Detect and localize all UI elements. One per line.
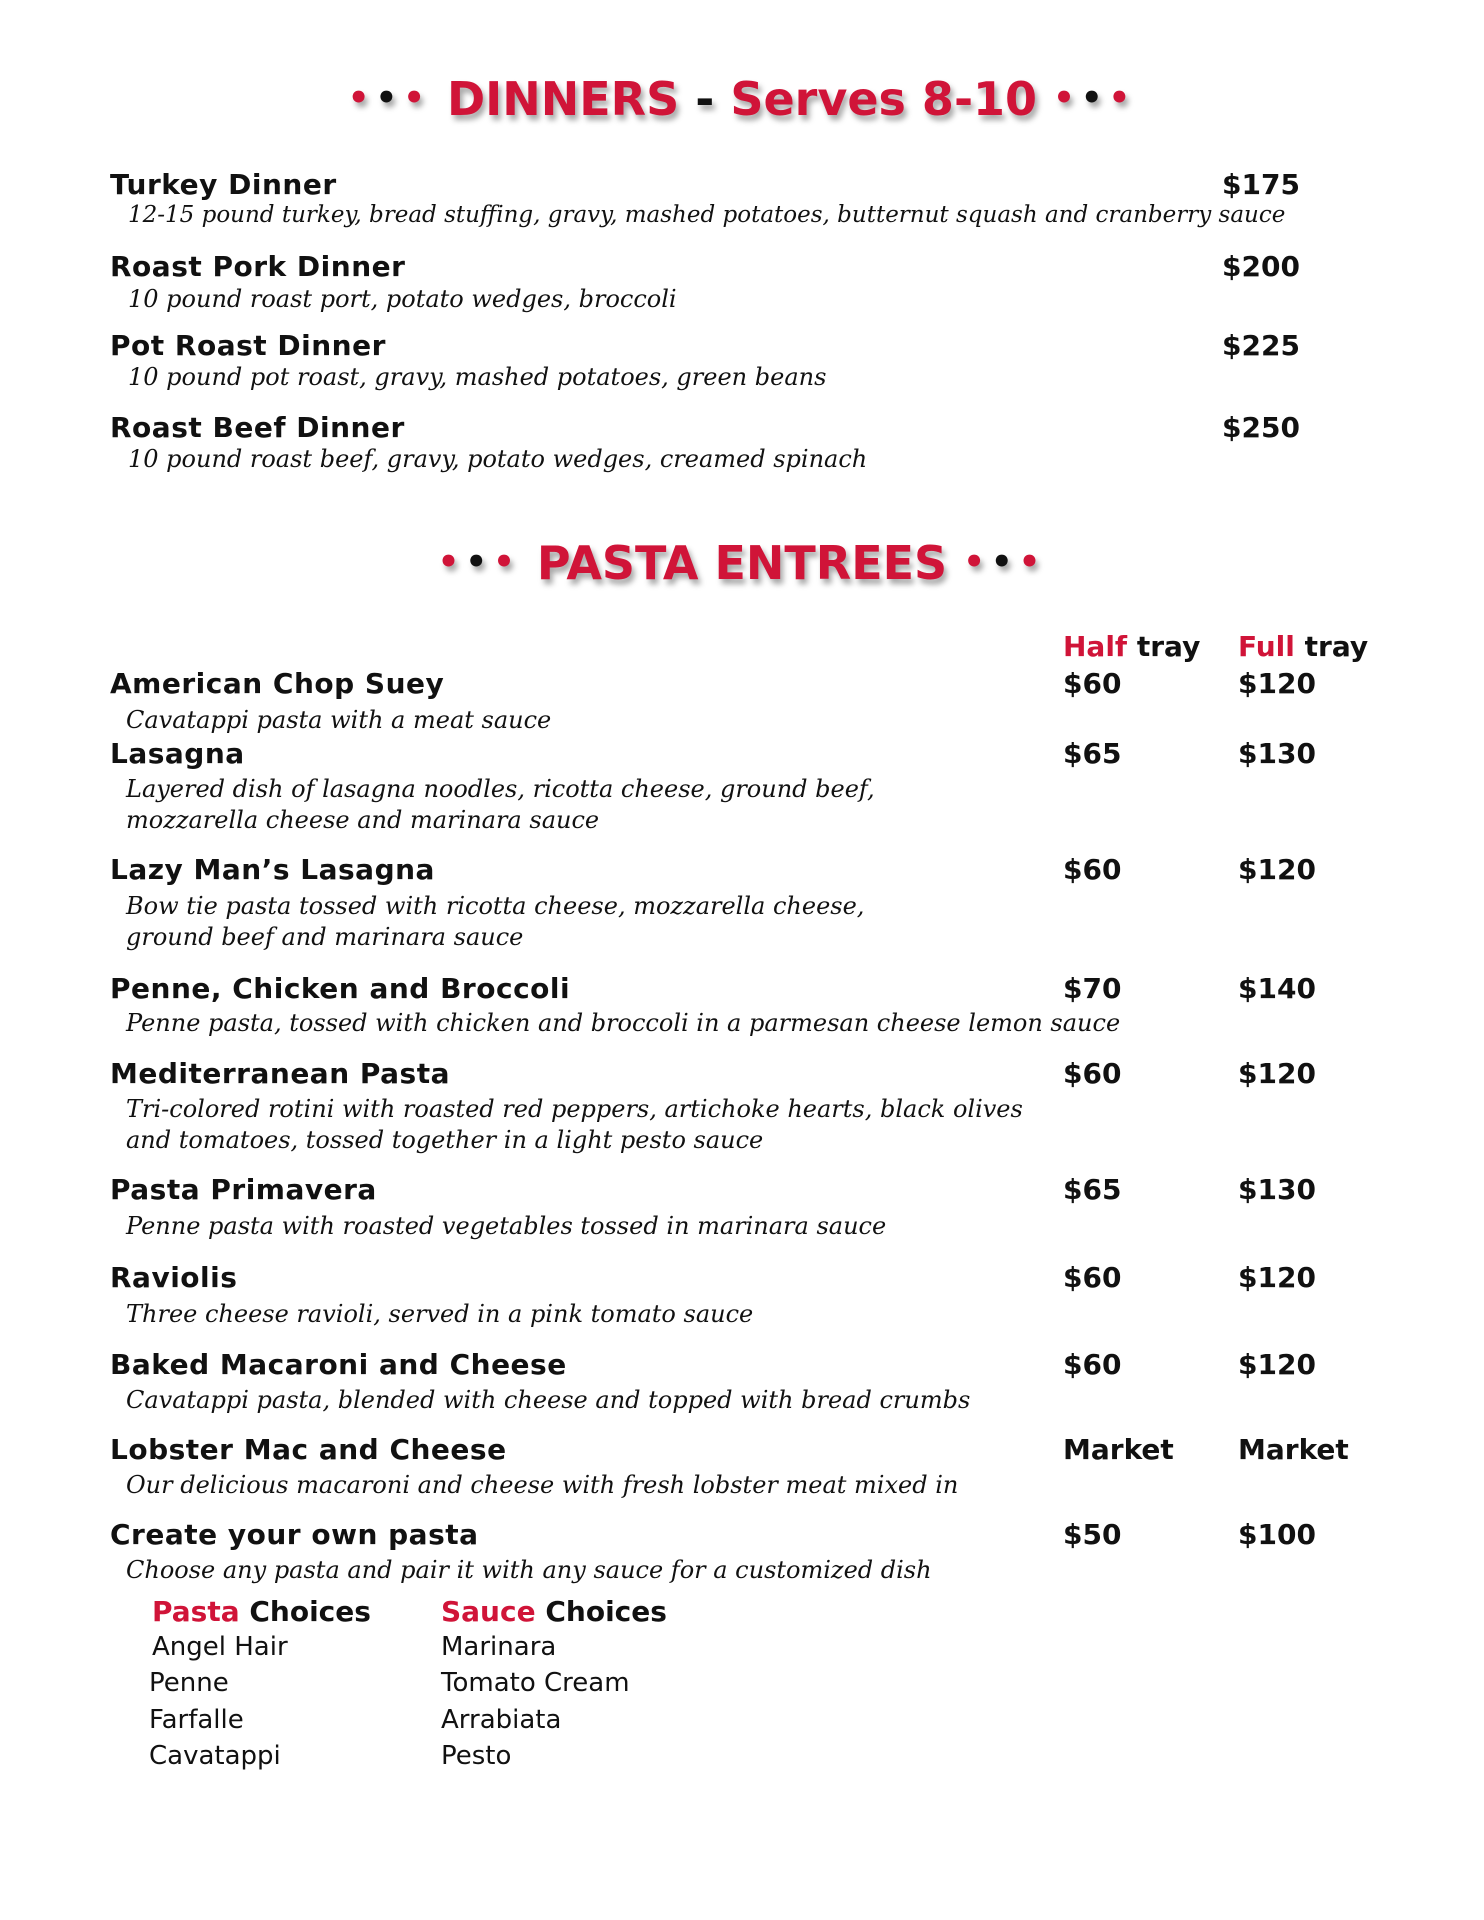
sauce-choice-item: Marinara: [441, 1632, 557, 1662]
full-tray-price: $120: [1238, 1348, 1316, 1381]
sauce-choice-item: Pesto: [441, 1741, 512, 1771]
pasta-item-desc: ground beef and marinara sauce: [126, 923, 524, 951]
dinner-item-price: $250: [1222, 411, 1300, 444]
dinner-item-name: Pot Roast Dinner: [110, 329, 386, 362]
half-tray-price: $60: [1063, 853, 1122, 886]
pasta-item-desc: Penne pasta with roasted vegetables tossed in marinara sauce: [126, 1212, 887, 1240]
full-tray-price: $120: [1238, 667, 1316, 700]
dinner-item-price: $200: [1222, 250, 1300, 283]
pasta-item-name: Baked Macaroni and Cheese: [110, 1348, 567, 1381]
bullet-dots-icon: •••: [347, 78, 431, 118]
dinner-item-name: Roast Pork Dinner: [110, 250, 406, 283]
full-tray-price: $120: [1238, 1057, 1316, 1090]
bullet-dots-icon: •••: [437, 542, 521, 582]
dinners-subtitle: Serves 8-10: [730, 72, 1038, 126]
bullet-dots-icon: •••: [963, 542, 1047, 582]
pasta-item-desc: Cavatappi pasta with a meat sauce: [126, 706, 552, 734]
dinners-title: DINNERS: [446, 72, 680, 126]
pasta-item-name: Penne, Chicken and Broccoli: [110, 972, 571, 1005]
dinner-item-desc: 10 pound roast beef, gravy, potato wedges, creamed spinach: [128, 445, 868, 473]
dinner-item-price: $225: [1222, 329, 1300, 362]
dinner-item-name: Turkey Dinner: [110, 168, 337, 201]
half-tray-price: Market: [1063, 1433, 1174, 1466]
half-tray-header: Half tray: [1063, 630, 1201, 663]
pasta-item-desc: Bow tie pasta tossed with ricotta cheese, mozzarella cheese,: [126, 892, 865, 920]
pasta-item-name: Pasta Primavera: [110, 1173, 377, 1206]
pasta-choice-item: Penne: [149, 1668, 229, 1698]
full-tray-price: $140: [1238, 972, 1316, 1005]
half-tray-price: $50: [1063, 1518, 1122, 1551]
full-tray-price: $130: [1238, 737, 1316, 770]
half-tray-price: $60: [1063, 1261, 1122, 1294]
dinner-item-desc: 10 pound pot roast, gravy, mashed potatoes, green beans: [128, 363, 827, 391]
pasta-item-name: Create your own pasta: [110, 1518, 479, 1551]
half-tray-price: $60: [1063, 1057, 1122, 1090]
full-tray-price: $120: [1238, 853, 1316, 886]
half-tray-price: $65: [1063, 1173, 1122, 1206]
bullet-dots-icon: •••: [1053, 78, 1137, 118]
pasta-item-desc: Penne pasta, tossed with chicken and broccoli in a parmesan cheese lemon sauce: [126, 1009, 1121, 1037]
pasta-item-desc: Our delicious macaroni and cheese with fresh lobster meat mixed in: [126, 1471, 959, 1499]
half-tray-price: $60: [1063, 667, 1122, 700]
pasta-choice-item: Angel Hair: [152, 1632, 288, 1662]
pasta-choice-item: Cavatappi: [149, 1741, 281, 1771]
pasta-item-desc: Tri-colored rotini with roasted red peppers, artichoke hearts, black olives: [126, 1095, 1023, 1123]
full-tray-price: $130: [1238, 1173, 1316, 1206]
pasta-item-name: Lasagna: [110, 737, 245, 770]
pasta-heading: [0, 536, 1484, 590]
pasta-item-desc: Choose any pasta and pair it with any sauce for a customized dish: [126, 1556, 932, 1584]
dinner-item-price: $175: [1222, 168, 1300, 201]
pasta-item-name: Raviolis: [110, 1261, 238, 1294]
pasta-item-desc: Layered dish of lasagna noodles, ricotta cheese, ground beef,: [126, 775, 875, 803]
full-tray-price: $120: [1238, 1261, 1316, 1294]
sauce-choice-item: Tomato Cream: [441, 1668, 630, 1698]
dinner-item-name: Roast Beef Dinner: [110, 411, 405, 444]
pasta-item-desc: Three cheese ravioli, served in a pink tomato sauce: [126, 1300, 754, 1328]
pasta-item-desc: mozzarella cheese and marinara sauce: [126, 806, 600, 834]
heading-dash: -: [695, 72, 715, 126]
pasta-item-desc: and tomatoes, tossed together in a light pesto sauce: [126, 1126, 764, 1154]
full-tray-price: $100: [1238, 1518, 1316, 1551]
half-tray-price: $70: [1063, 972, 1122, 1005]
full-tray-header: Full tray: [1238, 630, 1369, 663]
pasta-title: PASTA ENTREES: [536, 536, 948, 590]
sauce-choices-header: Sauce Choices: [441, 1595, 667, 1628]
sauce-choice-item: Arrabiata: [441, 1705, 562, 1735]
pasta-item-name: American Chop Suey: [110, 667, 445, 700]
pasta-item-desc: Cavatappi pasta, blended with cheese and topped with bread crumbs: [126, 1386, 971, 1414]
pasta-choice-item: Farfalle: [149, 1705, 244, 1735]
full-tray-price: Market: [1238, 1433, 1349, 1466]
dinners-heading: [0, 72, 1484, 126]
dinner-item-desc: 12-15 pound turkey, bread stuffing, gravy, mashed potatoes, butternut squash and cranberry sauce: [128, 202, 1286, 228]
pasta-item-name: Lobster Mac and Cheese: [110, 1433, 507, 1466]
pasta-item-name: Lazy Man’s Lasagna: [110, 853, 435, 886]
pasta-item-name: Mediterranean Pasta: [110, 1057, 450, 1090]
half-tray-price: $60: [1063, 1348, 1122, 1381]
dinner-item-desc: 10 pound roast port, potato wedges, broccoli: [128, 285, 677, 313]
half-tray-price: $65: [1063, 737, 1122, 770]
pasta-choices-header: Pasta Choices: [152, 1595, 371, 1628]
